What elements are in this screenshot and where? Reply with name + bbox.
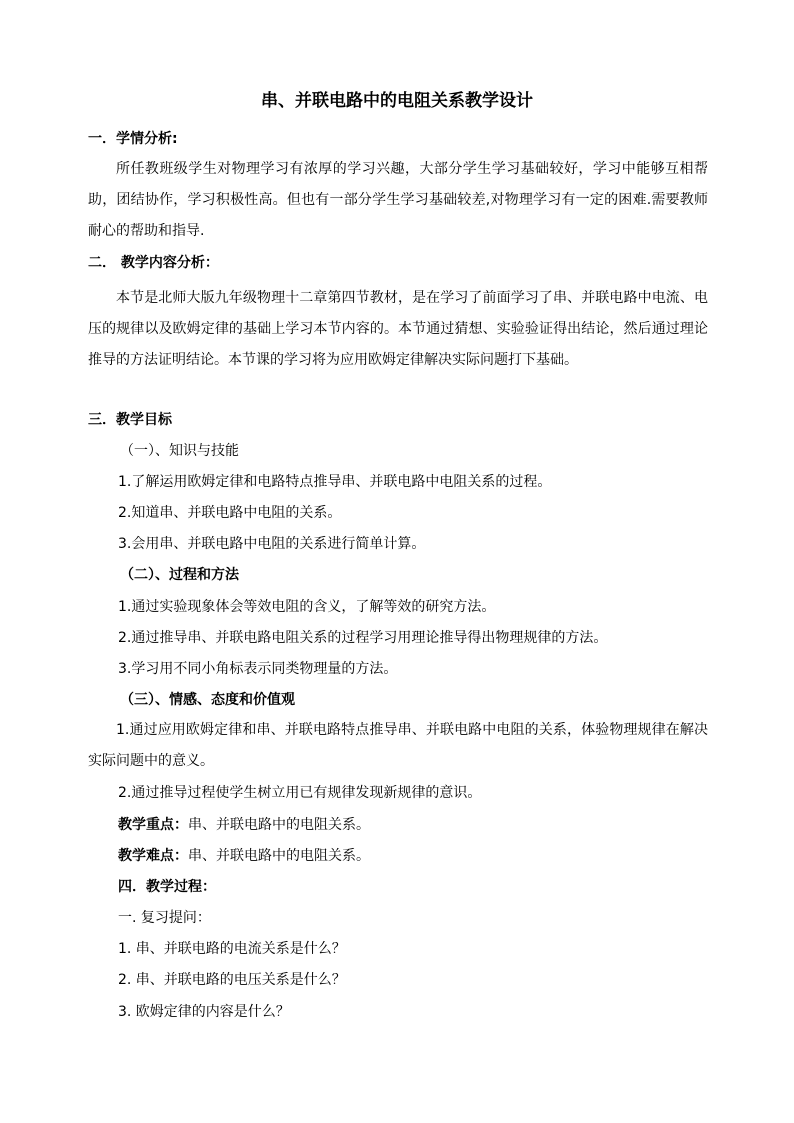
- list-item: 1.了解运用欧姆定律和电路特点推导串、并联电路中电阻关系的过程。: [118, 474, 552, 490]
- list-item: 2. 串、并联电路的电压关系是什么？: [118, 972, 346, 988]
- section-heading-learner-analysis: 一．学情分析:: [88, 131, 178, 147]
- list-item: 1. 串、并联电路的电流关系是什么？: [118, 941, 346, 957]
- section-heading-teaching-process: 四．教学过程：: [118, 879, 216, 895]
- list-item: 3.学习用不同小角标表示同类物理量的方法。: [118, 661, 398, 677]
- list-item: 2.通过推导过程使学生树立用已有规律发现新规律的意识。: [118, 785, 482, 801]
- subsection-review-questions: 一. 复习提问：: [118, 910, 211, 926]
- key-point-text: 串、并联电路中的电阻关系。: [188, 817, 370, 833]
- section-heading-teaching-goals: 三．教学目标: [88, 412, 172, 428]
- list-item: 2.通过推导串、并联电路电阻关系的过程学习用理论推导得出物理规律的方法。: [118, 630, 608, 646]
- section-heading-content-analysis: 二． 教学内容分析：: [88, 255, 219, 271]
- content-analysis-paragraph: 本节是北师大版九年级物理十二章第四节教材，是在学习了前面学习了串、并联电路中电流、电压的规律以及欧姆定律的基础上学习本节内容的。本节通过猜想、实验验证得出结论，然后通过理论推导的方法证明结论。本节课的学习将为应用欧姆定律解决实际问题打下基础。: [88, 290, 708, 368]
- learner-analysis-paragraph: 所任教班级学生对物理学习有浓厚的学习兴趣，大部分学生学习基础较好，学习中能够互相帮助，团结协作，学习积极性高。但也有一部分学生学习基础较差,对物理学习有一定的困难.需要教师耐心的帮助和指导.: [88, 161, 708, 239]
- list-item: 2.知道串、并联电路中电阻的关系。: [118, 505, 342, 521]
- difficult-point-text: 串、并联电路中的电阻关系。: [188, 848, 370, 864]
- key-point-label: 教学重点：: [118, 817, 188, 833]
- list-item: 3.会用串、并联电路中电阻的关系进行简单计算。: [118, 536, 426, 552]
- difficult-point: [118, 846, 738, 866]
- list-item: 1.通过应用欧姆定律和串、并联电路特点推导串、并联电路中电阻的关系，体验物理规律在解决实际问题中的意义。: [88, 722, 708, 769]
- list-item: 3. 欧姆定律的内容是什么？: [118, 1004, 290, 1020]
- subsection-emotion-attitude-values: （三）、情感、态度和价值观: [120, 692, 295, 708]
- document-title: 串、并联电路中的电阻关系教学设计: [261, 91, 533, 111]
- key-point: [118, 815, 738, 835]
- difficult-point-label: 教学难点：: [118, 848, 188, 864]
- subsection-knowledge-skills: （一）、知识与技能: [120, 443, 239, 459]
- list-item: 1.通过实验现象体会等效电阻的含义，了解等效的研究方法。: [118, 599, 496, 615]
- subsection-process-method: （二）、过程和方法: [120, 567, 239, 583]
